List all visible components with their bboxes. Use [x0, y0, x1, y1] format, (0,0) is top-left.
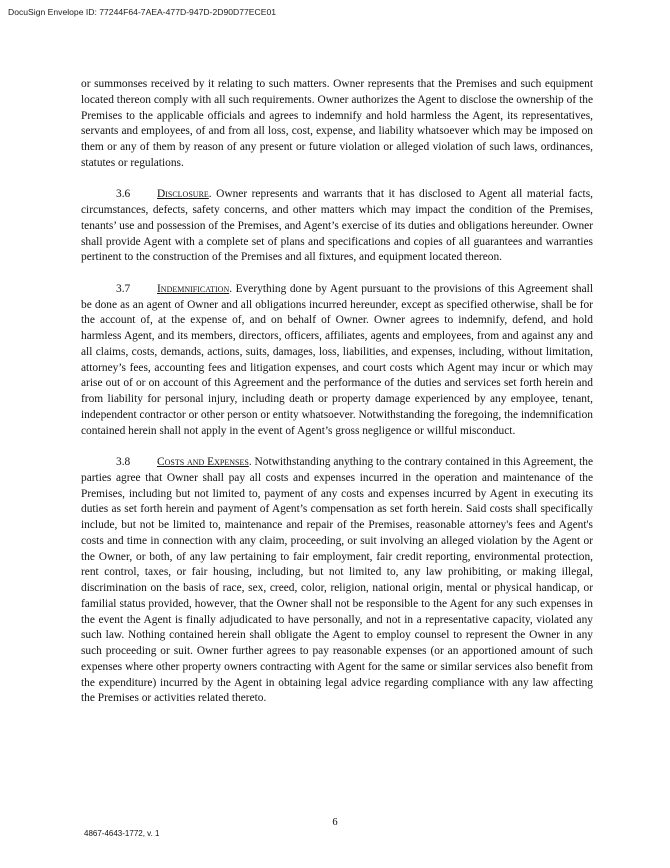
section-heading-costs-and-expenses: Costs and Expenses: [157, 456, 249, 468]
section-3-7: 3.7 Indemnification. Everything done by Agent pursuant to the provisions of this Agreement shall be done as an agent of Owner and all obligations incurred hereunder, except as specified otherwise, shall be for the account of, at the expense of, and on behalf of Owner. Owner agrees to indemnify, defend, and hold harmless Agent, and its members, directors, officers, affiliates, agents and employees, from and against any and all claims, costs, demands, actions, suits, damages, loss, liabilities, and expenses, including, without limitation, attorney’s fees, accounting fees and litigation expenses, and court costs which Agent may incur or which may arise out of or on account of this Agreement and the performance of the duties and services set forth herein and from liability for personal injury, including death or property damage experienced by any employee, tenant, independent contractor or other person or entity whatsoever. Notwithstanding the foregoing, the indemnification contained herein shall not apply in the event of Agent’s gross negligence or willful misconduct.: [81, 282, 593, 437]
section-number: 3.6: [116, 188, 131, 201]
page-number: 6: [332, 817, 338, 828]
continuation-paragraph: or summonses received by it relating to such matters. Owner represents that the Premises and such equipment located thereon comply with all such requirements. Owner authorizes the Agent to disclose the ownership of the Premises to the applicable officials and agrees to indemnify and hold harmless the Agent, its representatives, servants and employees, of and from all loss, cost, expense, and liability whatsoever which may be imposed on them or any of them by reason of any present or future violation or alleged violation of such laws, ordinances, statutes or regulations.: [81, 78, 593, 169]
section-number: 3.7: [116, 282, 131, 295]
section-heading-indemnification: Indemnification: [157, 282, 230, 295]
section-number: 3.8: [116, 456, 131, 468]
document-body: [81, 77, 593, 723]
footer-document-id: 4867-4643-1772, v. 1: [84, 829, 160, 838]
section-text: Notwithstanding anything to the contrary contained in this Agreement, the parties agree that Owner shall pay all costs and expenses incurred in the operation and maintenance of the Premises, including but not limited to, payment of any costs and expenses incurred by Agent in executing its duties as set forth herein and payment of Agent’s compensation as set forth herein. Said costs shall specifically include, but not be limited to, maintenance and repair of the Premises, reasonable attorney's fees and Agent's costs and time in connection with any claim, proceeding, or suit involving an alleged violation by the Agent or the Owner, or both, of any law pertaining to fair employment, fair credit reporting, environmental protection, rent control, taxes, or fair housing, including, but not limited to, any law prohibiting, or making illegal, discrimination on the basis of race, sex, creed, color, religion, national origin, mental or physical handicap, or familial status provided, however, that the Owner shall not be responsible to the Agent for any such expenses in the event the Agent is finally adjudicated to have personally, and not in a representative capacity, violated any such law. Nothing contained herein shall obligate the Agent to employ counsel to represent the Owner in any such proceeding or suit. Owner further agrees to pay reasonable expenses (or an apportioned amount of such expenses where other property owners contracting with Agent for the same or similar services also benefit from the expenditure) incurred by the Agent in obtaining legal advice regarding compliance with any law affecting the Premises or activities related thereto.: [81, 456, 594, 705]
section-3-6: 3.6 Disclosure. Owner represents and warrants that it has disclosed to Agent all material facts, circumstances, defects, safety concerns, and other matters which may impact the condition of the Premises, tenants’ use and possession of the Premises, and Agent’s exercise of its duties and obligations hereunder. Owner shall provide Agent with a complete set of plans and specifications and copies of all guarantees and warranties pertinent to the construction of the Premises and all fixtures, and equipment located thereon.: [81, 188, 593, 264]
docusign-envelope-id: DocuSign Envelope ID: 77244F64-7AEA-477D-947D-2D90D77ECE01: [8, 7, 276, 17]
section-text: Everything done by Agent pursuant to the provisions of this Agreement shall be done as an agent of Owner and all obligations incurred hereunder, except as specified otherwise, shall be for the account of, at the expense of, and on behalf of Owner. Owner agrees to indemnify, defend, and hold harmless Agent, and its members, directors, officers, affiliates, agents and employees, from and against any and all claims, costs, demands, actions, suits, damages, loss, liabilities, and expenses, including, without limitation, attorney’s fees, accounting fees and litigation expenses, and court costs which Agent may incur or which may arise out of or on account of this Agreement and the performance of the duties and services set forth herein and from liability for personal injury, including death or property damage experienced by any employee, tenant, independent contractor or other person or entity whatsoever. Notwithstanding the foregoing, the indemnification contained herein shall not apply in the event of Agent’s gross negligence or willful misconduct.: [81, 282, 593, 437]
section-3-8: 3.8 Costs and Expenses. Notwithstanding anything to the contrary contained in this Agreement, the parties agree that Owner shall pay all costs and expenses incurred in the operation and maintenance of the Premises, including but not limited to, payment of any costs and expenses incurred by Agent in executing its duties as set forth herein and payment of Agent’s compensation as set forth herein. Said costs shall specifically include, but not be limited to, maintenance and repair of the Premises, reasonable attorney's fees and Agent's costs and time in connection with any claim, proceeding, or suit involving an alleged violation by the Agent or the Owner, or both, of any law pertaining to fair employment, fair credit reporting, environmental protection, rent control, taxes, or fair housing, including, but not limited to, any law prohibiting, or making illegal, discrimination on the basis of race, sex, creed, color, religion, national origin, mental or physical handicap, or familial status provided, however, that the Owner shall not be responsible to the Agent for any such expenses in the event the Agent is finally adjudicated to have personally, and not in a representative capacity, violated any such law. Nothing contained herein shall obligate the Agent to employ counsel to represent the Owner in any such proceeding or suit. Owner further agrees to pay reasonable expenses (or an apportioned amount of such expenses where other property owners contracting with Agent for the same or similar services also benefit from the expenditure) incurred by the Agent in obtaining legal advice regarding compliance with any law affecting the Premises or activities related thereto.: [81, 456, 594, 705]
section-heading-disclosure: Disclosure: [157, 188, 209, 201]
section-text: Owner represents and warrants that it has disclosed to Agent all material facts, circumstances, defects, safety concerns, and other matters which may impact the condition of the Premises, tenants’ use and possession of the Premises, and Agent’s exercise of its duties and obligations hereunder. Owner shall provide Agent with a complete set of plans and specifications and copies of all guarantees and warranties pertinent to the construction of the Premises and all fixtures, and equipment located thereon.: [81, 188, 593, 264]
